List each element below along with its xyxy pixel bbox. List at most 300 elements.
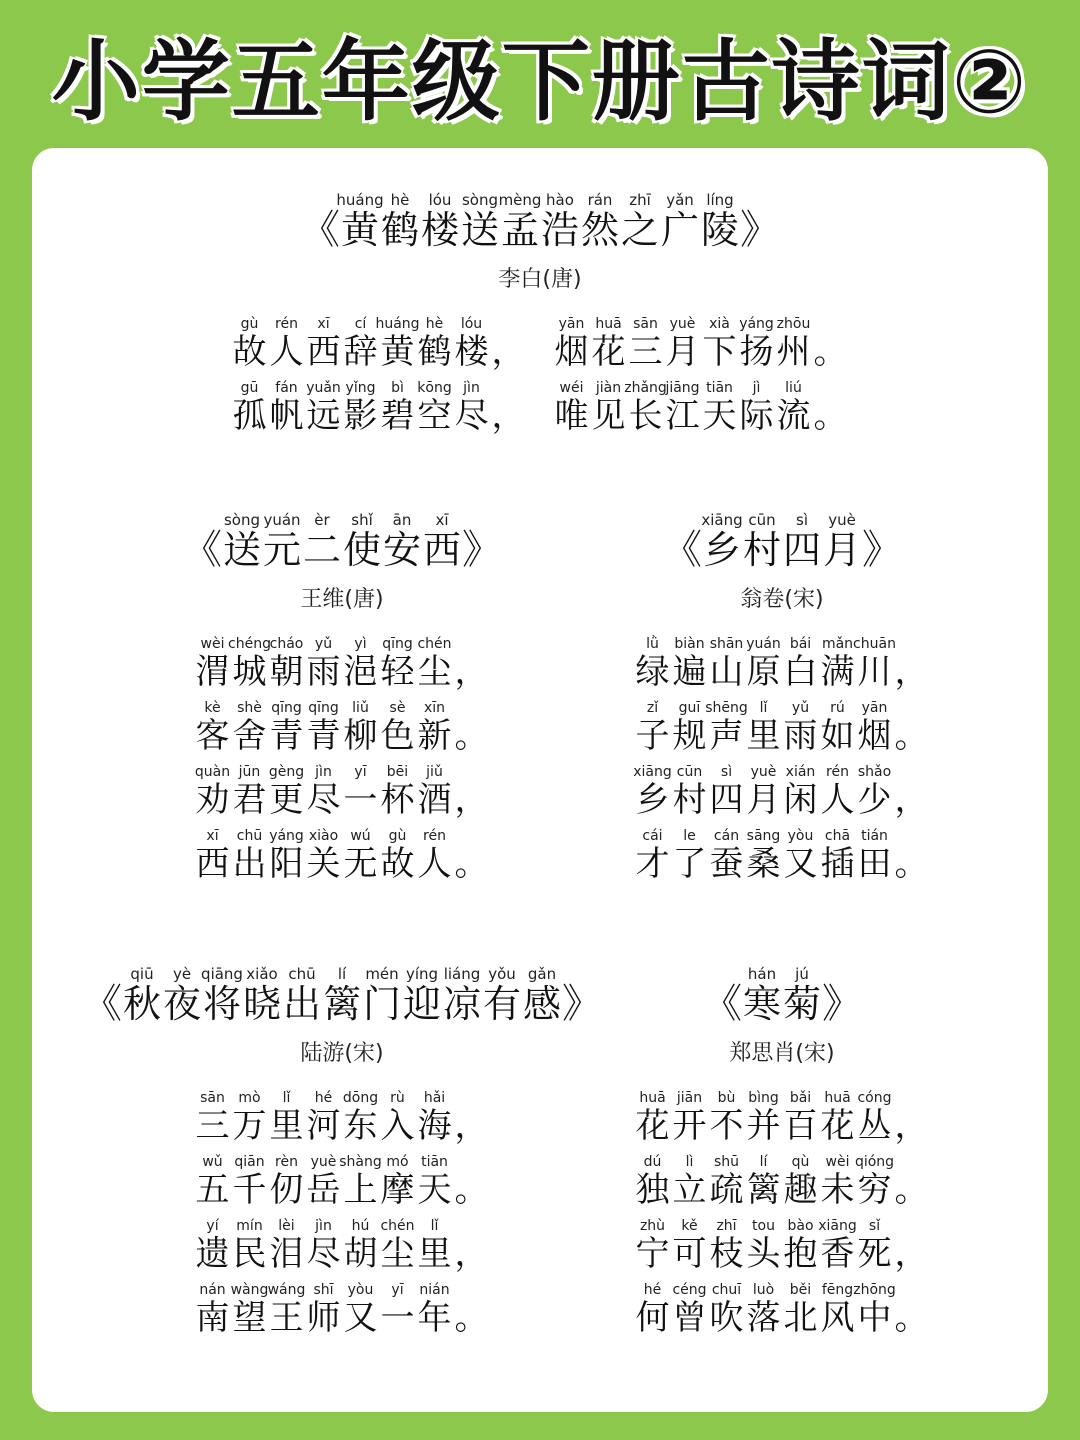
hanzi: 摩 (380, 1170, 415, 1210)
hanzi: 四 (782, 528, 821, 572)
hanzi: 立 (672, 1170, 707, 1210)
hanzi: 东 (343, 1106, 378, 1146)
pinyin: fēng (821, 1282, 854, 1298)
pinyin: yuè (310, 1154, 337, 1170)
pinyin: rán (587, 191, 613, 209)
pinyin: yǔ (791, 700, 810, 716)
pinyin: mèng (498, 191, 542, 209)
pinyin: hǎi (423, 1090, 446, 1106)
pinyin: zhōu (776, 316, 811, 332)
hanzi: 师 (306, 1298, 341, 1338)
hanzi: 江 (665, 396, 700, 436)
pinyin: jiǔ (426, 764, 443, 780)
pinyin: rén (826, 764, 849, 780)
pinyin: yí (206, 1218, 219, 1234)
hanzi: 一 (380, 1298, 415, 1338)
poem-author: 陆游(宋) (300, 1041, 384, 1066)
title-bracket-open: 《 (182, 527, 222, 573)
hanzi-with-pinyin (627, 316, 664, 372)
hanzi-with-pinyin (380, 192, 420, 252)
hanzi-with-pinyin (262, 512, 302, 572)
hanzi-with-pinyin (775, 316, 812, 372)
hanzi: 花 (820, 1106, 855, 1146)
pinyin: bìng (748, 1090, 779, 1106)
hanzi: 烟 (554, 332, 589, 372)
hanzi-with-pinyin (782, 966, 822, 1026)
hanzi: 唯 (554, 396, 589, 436)
hanzi: 孤 (232, 396, 267, 436)
pinyin: sè (389, 700, 406, 716)
pinyin: kě (681, 1218, 698, 1234)
poem-xiangcunsiyue (552, 512, 1012, 892)
hanzi-with-pinyin (453, 380, 490, 436)
hanzi: 趣 (783, 1170, 818, 1210)
hanzi: 州 (776, 332, 811, 372)
pinyin: mín (236, 1218, 263, 1234)
pinyin: shè (237, 700, 262, 716)
pinyin: le (683, 828, 696, 844)
hanzi: 头 (746, 1234, 781, 1274)
pinyin: hú (351, 1218, 370, 1234)
pinyin: cí (354, 316, 367, 332)
hanzi-with-pinyin (302, 512, 342, 572)
hanzi-with-pinyin (379, 380, 416, 436)
pinyin: yān (861, 700, 888, 716)
hanzi: 渭 (195, 652, 230, 692)
hanzi: 夜 (162, 982, 201, 1026)
pinyin: sāng (746, 828, 781, 844)
hanzi: 里 (269, 1106, 304, 1146)
hanzi-with-pinyin (282, 966, 322, 1026)
hanzi: 送 (222, 528, 261, 572)
hanzi: 寒 (742, 982, 781, 1026)
hanzi: 菊 (782, 982, 821, 1026)
pinyin: hán (747, 965, 777, 983)
hanzi-with-pinyin (745, 1218, 782, 1274)
pinyin: yuè (669, 316, 696, 332)
hanzi: 烟 (857, 716, 892, 756)
pinyin: kōng (417, 380, 452, 396)
hanzi-with-pinyin (342, 1282, 379, 1338)
hanzi-with-pinyin (122, 966, 162, 1026)
pinyin: yáng (739, 316, 774, 332)
hanzi-with-pinyin (231, 1218, 268, 1274)
pinyin: lèi (278, 1218, 295, 1234)
pinyin: xiāng (818, 1218, 857, 1234)
hanzi-with-pinyin (416, 380, 453, 436)
pinyin: qīng (271, 700, 302, 716)
pinyin: yè (172, 965, 192, 983)
hanzi-with-pinyin (379, 1090, 416, 1146)
hanzi: 篱 (322, 982, 361, 1026)
hanzi-with-pinyin (701, 380, 738, 436)
hanzi: 月 (665, 332, 700, 372)
hanzi: 村 (672, 780, 707, 820)
pinyin: céng (672, 1282, 707, 1298)
hanzi-with-pinyin (416, 636, 453, 692)
hanzi: 凉 (442, 982, 481, 1026)
hanzi: 阳 (269, 844, 304, 884)
pinyin: lǐ (759, 700, 768, 716)
hanzi: 桑 (746, 844, 781, 884)
hanzi-with-pinyin (336, 191, 384, 252)
hanzi: 轻 (380, 652, 415, 692)
hanzi-with-pinyin (853, 636, 896, 692)
poem-line (72, 764, 612, 820)
pinyin: sǐ (868, 1218, 881, 1234)
pinyin: xián (785, 764, 816, 780)
hanzi: 落 (746, 1298, 781, 1338)
pinyin: sì (720, 764, 733, 780)
hanzi-with-pinyin (819, 1090, 856, 1146)
hanzi-with-pinyin (856, 828, 893, 884)
hanzi-with-pinyin (416, 700, 453, 756)
hanzi-with-pinyin (231, 828, 268, 884)
hanzi-with-pinyin (242, 966, 282, 1026)
pinyin: hé (643, 1282, 662, 1298)
hanzi: 。 (894, 844, 929, 884)
hanzi: 秋 (122, 982, 161, 1026)
pinyin: mò (238, 1090, 261, 1106)
title-bracket-close: 》 (740, 207, 780, 253)
hanzi-with-pinyin (416, 1218, 453, 1274)
hanzi: 雨 (783, 716, 818, 756)
hanzi: 君 (232, 780, 267, 820)
pinyin: zhǎng (624, 380, 667, 396)
hanzi-with-pinyin (453, 316, 490, 372)
pinyin: mén (365, 965, 399, 983)
pinyin: lí (337, 965, 347, 983)
pinyin: shǐ (351, 511, 373, 529)
hanzi: 不 (709, 1106, 744, 1146)
hanzi-with-pinyin (322, 966, 362, 1026)
hanzi-with-pinyin (819, 764, 856, 820)
hanzi: 河 (306, 1106, 341, 1146)
hanzi-with-pinyin (660, 192, 700, 252)
hanzi: ， (491, 396, 526, 436)
hanzi-with-pinyin (342, 636, 379, 692)
hanzi: 陵 (700, 208, 739, 252)
hanzi: 岳 (306, 1170, 341, 1210)
poem-card (32, 148, 1048, 1412)
hanzi-with-pinyin (782, 636, 819, 692)
poem-line (72, 828, 612, 884)
hanzi-with-pinyin (222, 512, 262, 572)
pinyin: rén (423, 828, 446, 844)
hanzi: 万 (232, 1106, 267, 1146)
hanzi: 泪 (269, 1234, 304, 1274)
hanzi: 出 (232, 844, 267, 884)
pinyin: cūn (676, 764, 703, 780)
hanzi-with-pinyin (342, 316, 379, 372)
hanzi-with-pinyin (375, 316, 420, 372)
hanzi-with-pinyin (379, 764, 416, 820)
hanzi-with-pinyin (305, 316, 342, 372)
pinyin: tiān (706, 380, 733, 396)
pinyin: hào (546, 191, 574, 209)
hanzi: 人 (269, 332, 304, 372)
poem-line (552, 1090, 1012, 1146)
hanzi: 五 (195, 1170, 230, 1210)
hanzi-with-pinyin (268, 636, 305, 692)
hanzi: 乡 (635, 780, 670, 820)
hanzi: 年 (417, 1298, 452, 1338)
pinyin: huáng (375, 316, 420, 332)
poem-line (552, 764, 1012, 820)
hanzi-with-pinyin (422, 512, 462, 572)
hanzi-with-pinyin (708, 636, 745, 692)
poem-lines (552, 636, 1012, 884)
hanzi: 原 (746, 652, 781, 692)
hanzi: 插 (820, 844, 855, 884)
poem-author: 郑思肖(宋) (729, 1041, 835, 1066)
pinyin: liǔ (352, 700, 369, 716)
hanzi: 故 (232, 332, 267, 372)
hanzi: 如 (820, 716, 855, 756)
pinyin: yòu (347, 1282, 374, 1298)
hanzi: 浩 (540, 208, 579, 252)
hanzi-with-pinyin (339, 1154, 382, 1210)
hanzi-with-pinyin (671, 1090, 708, 1146)
hanzi-with-pinyin (745, 1282, 782, 1338)
hanzi-with-pinyin (671, 700, 708, 756)
pinyin: bù (717, 1090, 736, 1106)
hanzi-with-pinyin (856, 700, 893, 756)
hanzi: 北 (783, 1298, 818, 1338)
pinyin: yì (354, 636, 367, 652)
pinyin: sì (796, 511, 808, 529)
hanzi: 更 (269, 780, 304, 820)
hanzi: 无 (343, 844, 378, 884)
pinyin: ān (392, 511, 412, 529)
hanzi: 民 (232, 1234, 267, 1274)
hanzi: 山 (709, 652, 744, 692)
hanzi: 又 (783, 844, 818, 884)
hanzi-with-pinyin (782, 1090, 819, 1146)
pinyin: yòu (787, 828, 814, 844)
punctuation (893, 1282, 930, 1338)
hanzi: 杯 (380, 780, 415, 820)
hanzi-with-pinyin (268, 764, 305, 820)
pinyin: qīng (308, 700, 339, 716)
hanzi: 乡 (702, 528, 741, 572)
hanzi: 楼 (454, 332, 489, 372)
hanzi-with-pinyin (620, 192, 660, 252)
pinyin: nián (419, 1282, 450, 1298)
hanzi: 南 (195, 1298, 230, 1338)
hanzi: 尘 (380, 1234, 415, 1274)
poem-title (32, 192, 1048, 252)
hanzi-with-pinyin (305, 1154, 342, 1210)
poem-author: 李白(唐) (498, 267, 582, 292)
hanzi-with-pinyin (856, 1090, 893, 1146)
hanzi-with-pinyin (362, 966, 402, 1026)
hanzi-with-pinyin (671, 1282, 708, 1338)
hanzi: ， (894, 1234, 929, 1274)
hanzi: 月 (746, 780, 781, 820)
hanzi-with-pinyin (856, 1154, 893, 1210)
hanzi: 中 (857, 1298, 892, 1338)
pinyin: èr (314, 511, 330, 529)
hanzi-with-pinyin (708, 764, 745, 820)
pinyin: xiāng (701, 511, 743, 529)
hanzi: 安 (382, 528, 421, 572)
hanzi: 。 (454, 716, 489, 756)
hanzi: 朝 (269, 652, 304, 692)
hanzi-with-pinyin (460, 192, 500, 252)
hanzi: 遗 (195, 1234, 230, 1274)
hanzi-with-pinyin (671, 764, 708, 820)
hanzi: 青 (306, 716, 341, 756)
hanzi-with-pinyin (342, 828, 379, 884)
hanzi-with-pinyin (379, 1218, 416, 1274)
hanzi: 西 (422, 528, 461, 572)
hanzi-with-pinyin (305, 1282, 342, 1338)
hanzi-with-pinyin (664, 380, 701, 436)
pinyin: jìn (463, 380, 480, 396)
hanzi: 海 (417, 1106, 452, 1146)
pinyin: bào (787, 1218, 814, 1234)
hanzi-with-pinyin (228, 636, 271, 692)
hanzi: 穷 (857, 1170, 892, 1210)
pinyin: sān (200, 1090, 225, 1106)
title-bracket-close: 》 (562, 981, 602, 1027)
hanzi-with-pinyin (194, 1090, 231, 1146)
pinyin: zǐ (646, 700, 659, 716)
hanzi: 一 (343, 780, 378, 820)
hanzi-with-pinyin (671, 1218, 708, 1274)
pinyin: gǎn (527, 965, 557, 983)
pinyin: zhī (716, 1218, 737, 1234)
pinyin: guī (678, 700, 701, 716)
hanzi: 丛 (857, 1106, 892, 1146)
pinyin: chén (417, 636, 452, 652)
punctuation (453, 764, 490, 820)
hanzi: 。 (894, 1298, 929, 1338)
hanzi-with-pinyin (500, 192, 540, 252)
hanzi-with-pinyin (782, 764, 819, 820)
hanzi-with-pinyin (231, 316, 268, 372)
hanzi-with-pinyin (819, 636, 856, 692)
hanzi: 下 (702, 332, 737, 372)
hanzi-with-pinyin (416, 764, 453, 820)
pinyin: wáng (267, 1282, 306, 1298)
hanzi: ， (454, 1106, 489, 1146)
hanzi-with-pinyin (634, 700, 671, 756)
hanzi-with-pinyin (708, 1218, 745, 1274)
poem-line (552, 828, 1012, 884)
hanzi: 吹 (709, 1298, 744, 1338)
hanzi: 广 (660, 208, 699, 252)
hanzi: 。 (813, 396, 848, 436)
hanzi: 遍 (672, 652, 707, 692)
punctuation (453, 828, 490, 884)
hanzi: 闲 (783, 780, 818, 820)
hanzi: 独 (635, 1170, 670, 1210)
hanzi-with-pinyin (634, 764, 671, 820)
hanzi-with-pinyin (671, 1154, 708, 1210)
pinyin: huáng (336, 191, 384, 209)
hanzi: 城 (232, 652, 267, 692)
hanzi-with-pinyin (194, 1282, 231, 1338)
pinyin: qù (791, 1154, 810, 1170)
hanzi-with-pinyin (231, 380, 268, 436)
hanzi-with-pinyin (664, 316, 701, 372)
hanzi: ， (491, 332, 526, 372)
hanzi-with-pinyin (819, 1218, 856, 1274)
title-bracket-close: 》 (462, 527, 502, 573)
hanzi: 田 (857, 844, 892, 884)
pinyin: shǎo (857, 764, 892, 780)
pinyin: xīn (423, 700, 446, 716)
hanzi: 未 (820, 1170, 855, 1210)
poem-title (552, 966, 1012, 1026)
pinyin: rèn (275, 1154, 298, 1170)
hanzi: 新 (417, 716, 452, 756)
pinyin: jiāng (665, 380, 700, 396)
hanzi: 人 (417, 844, 452, 884)
hanzi-with-pinyin (745, 764, 782, 820)
pinyin: shēng (705, 700, 748, 716)
hanzi: 雨 (306, 652, 341, 692)
hanzi-with-pinyin (708, 1090, 745, 1146)
hanzi: 枝 (709, 1234, 744, 1274)
hanzi-with-pinyin (782, 1154, 819, 1210)
hanzi: ， (454, 780, 489, 820)
hanzi-with-pinyin (624, 380, 667, 436)
pinyin: wèi (825, 1154, 850, 1170)
pinyin: bái (789, 636, 812, 652)
punctuation (893, 1154, 930, 1210)
hanzi: 然 (580, 208, 619, 252)
hanzi: 迎 (402, 982, 441, 1026)
hanzi: 声 (709, 716, 744, 756)
hanzi-with-pinyin (819, 700, 856, 756)
poem-lines (72, 636, 612, 884)
poem-huanghelou (32, 192, 1048, 444)
hanzi: 故 (380, 844, 415, 884)
hanzi-with-pinyin (416, 1154, 453, 1210)
pinyin: xià (709, 316, 730, 332)
hanzi-with-pinyin (634, 1090, 671, 1146)
pinyin: yuán (263, 511, 301, 529)
pinyin: yuè (750, 764, 777, 780)
pinyin: bì (391, 380, 404, 396)
hanzi-with-pinyin (231, 700, 268, 756)
hanzi-with-pinyin (305, 1090, 342, 1146)
hanzi-with-pinyin (379, 1154, 416, 1210)
hanzi-with-pinyin (305, 636, 342, 692)
hanzi: 村 (742, 528, 781, 572)
pinyin: gù (240, 316, 259, 332)
hanzi-with-pinyin (194, 700, 231, 756)
hanzi-with-pinyin (590, 380, 627, 436)
hanzi-with-pinyin (379, 700, 416, 756)
hanzi: 黄 (340, 208, 379, 252)
punctuation (893, 764, 930, 820)
pinyin: cháo (269, 636, 304, 652)
hanzi-with-pinyin (745, 700, 782, 756)
hanzi-with-pinyin (738, 316, 775, 372)
pinyin: tián (861, 828, 888, 844)
pinyin: huā (824, 1090, 851, 1106)
pinyin: wéi (559, 380, 584, 396)
hanzi: 天 (417, 1170, 452, 1210)
poem-songyuaner (72, 512, 612, 892)
hanzi-with-pinyin (742, 512, 782, 572)
pinyin: chū (236, 828, 263, 844)
hanzi-with-pinyin (782, 700, 819, 756)
